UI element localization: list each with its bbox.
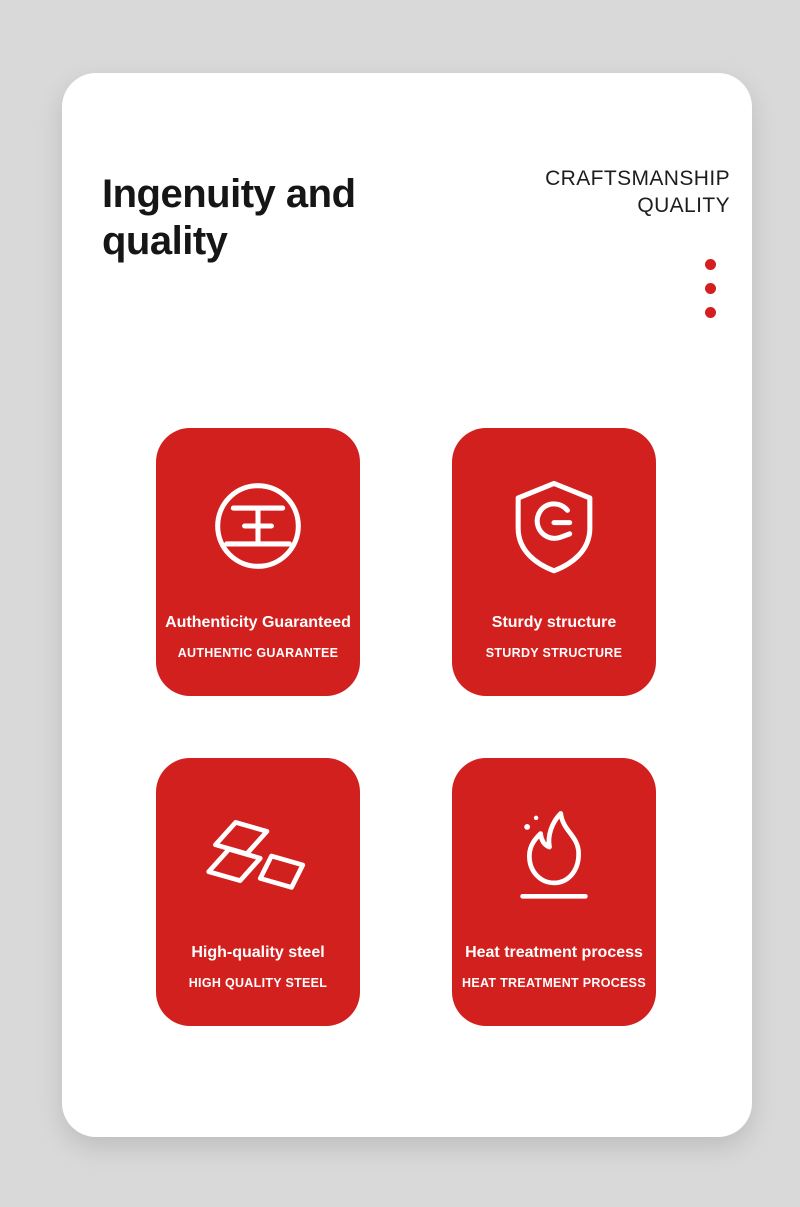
feature-title: Heat treatment process [465,944,643,961]
feature-tile-steel[interactable] [156,758,360,1026]
feature-grid [156,428,666,1026]
eyebrow-line-1: CRAFTSMANSHIP [545,167,730,190]
eyebrow-line-2: QUALITY [637,194,730,217]
feature-title: Sturdy structure [491,614,617,631]
feature-tile-authenticity[interactable] [156,428,360,696]
dot-decoration [705,259,716,318]
dot-1 [705,259,716,270]
steel-ingots-icon [202,800,314,912]
feature-subtitle: STURDY STRUCTURE [485,646,623,660]
flame-icon [498,800,610,912]
dot-3 [705,307,716,318]
page-title: Ingenuity and quality [102,172,356,263]
feature-subtitle: HEAT TREATMENT PROCESS [462,976,646,990]
feature-title: High-quality steel [191,944,325,961]
poster-card [62,73,752,1137]
feature-tile-structure[interactable] [452,428,656,696]
dot-2 [705,283,716,294]
shield-icon [498,470,610,582]
eyebrow-label [545,165,730,219]
authenticity-seal-icon [202,470,314,582]
feature-subtitle: AUTHENTIC GUARANTEE [177,646,339,660]
feature-tile-heat[interactable] [452,758,656,1026]
feature-subtitle: HIGH QUALITY STEEL [188,976,328,990]
feature-title: Authenticity Guaranteed [165,614,351,631]
